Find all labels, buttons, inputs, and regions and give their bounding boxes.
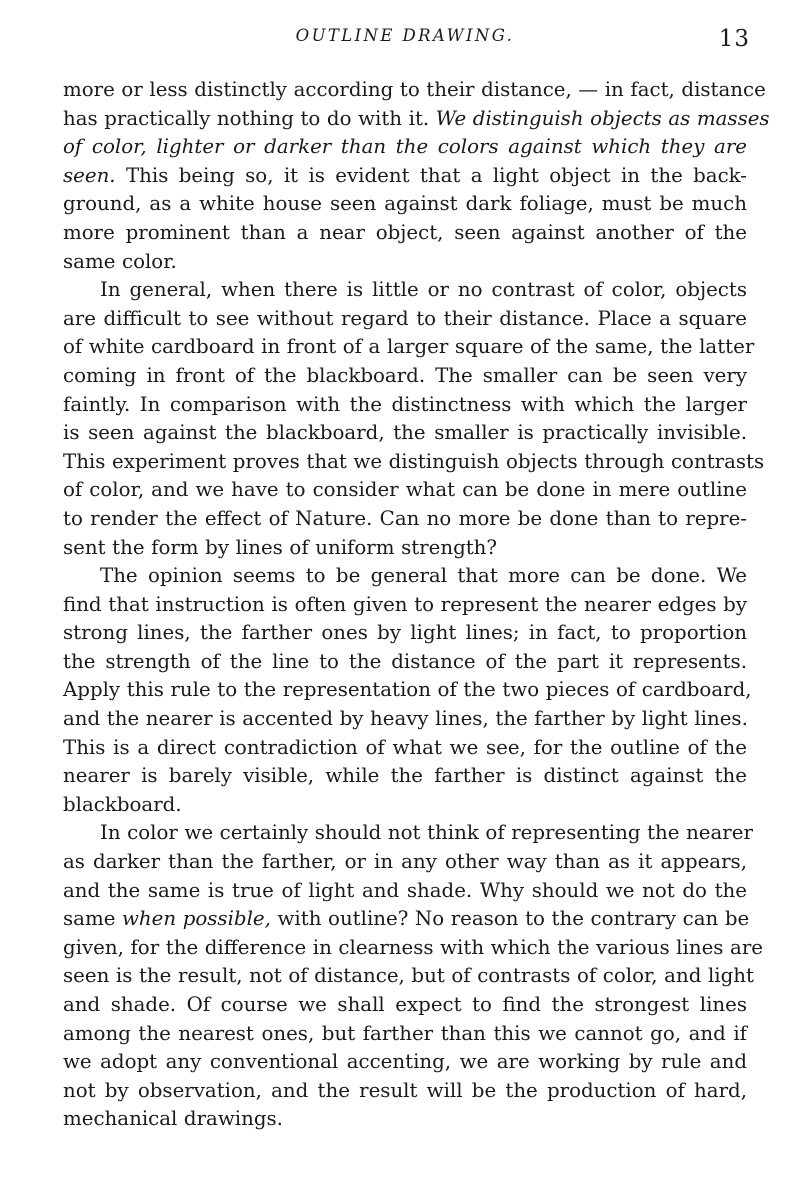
text-line — [63, 762, 747, 791]
text-run: among the nearest ones, but farther than this we cannot go, and if — [63, 1021, 747, 1045]
text-line — [63, 905, 750, 934]
text-line — [63, 848, 747, 877]
text-line — [63, 362, 747, 391]
text-run: of color, and we have to consider what can be done in mere outline — [63, 478, 747, 502]
text-run: This experiment proves that we distinguish objects through contrasts — [63, 449, 765, 473]
text-line — [63, 391, 747, 420]
italic-text: We distinguish objects as masses — [435, 106, 770, 130]
text-run: nearer is barely visible, while the farther is distinct against the — [63, 764, 747, 788]
text-run: given, for the difference in clearness with which the various lines are — [63, 935, 763, 959]
text-run: mechanical drawings. — [63, 1107, 283, 1131]
text-run: The opinion seems to be general that more can be done. We — [100, 564, 747, 588]
paragraph — [63, 76, 770, 276]
text-line — [63, 705, 747, 734]
italic-text: seen. — [63, 163, 116, 187]
text-line — [63, 648, 747, 677]
text-line — [63, 962, 754, 991]
running-title: OUTLINE DRAWING. — [295, 26, 515, 45]
text-run: In general, when there is little or no contrast of color, objects — [100, 278, 747, 302]
text-run: same — [63, 907, 122, 931]
text-line — [63, 248, 747, 277]
text-run: of white cardboard in front of a larger square of the same, the latter — [63, 335, 755, 359]
text-run: and shade. Of course we shall expect to find the strongest lines — [63, 993, 747, 1016]
text-line — [63, 133, 747, 162]
text-line — [63, 991, 747, 1020]
text-line — [63, 162, 747, 191]
text-line — [63, 476, 747, 505]
text-run: more or less distinctly according to their distance, — in fact, distance — [63, 78, 766, 101]
paragraph — [63, 276, 765, 562]
text-line — [63, 1020, 747, 1049]
text-line — [63, 676, 752, 705]
text-run: ground, as a white house seen against dark foliage, must be much — [63, 192, 747, 216]
text-line — [63, 76, 766, 105]
text-run: has practically nothing to do with it. — [63, 106, 436, 130]
text-run: with outline? No reason to the contrary can be — [270, 907, 750, 931]
text-line — [63, 1077, 747, 1106]
text-line — [63, 934, 763, 963]
text-line — [63, 190, 747, 219]
text-run: the strength of the line to the distance of the part it represents. — [63, 649, 747, 673]
text-line — [63, 619, 747, 648]
text-run: same color. — [63, 249, 177, 273]
text-line — [63, 734, 747, 763]
text-line — [63, 105, 770, 134]
text-run: In color we certainly should not think of representing the nearer — [100, 821, 753, 845]
text-run: This being so, it is evident that a light object in the back- — [115, 163, 747, 187]
italic-text: when possible, — [122, 907, 271, 931]
text-line — [63, 591, 747, 620]
text-run: find that instruction is often given to represent the nearer edges by — [63, 592, 747, 616]
text-line — [63, 333, 755, 362]
text-line — [63, 534, 747, 563]
text-run: not by observation, and the result will be the production of hard, — [63, 1078, 747, 1102]
text-run: we adopt any conventional accenting, we are working by rule and — [63, 1050, 747, 1074]
text-run: Apply this rule to the representation of the two pieces of cardboard, — [63, 678, 752, 702]
paragraph — [63, 819, 763, 1134]
text-run: and the nearer is accented by heavy lines, the farther by light lines. — [63, 707, 748, 731]
text-line — [63, 819, 753, 848]
text-line — [63, 791, 747, 820]
page-number: 13 — [718, 26, 750, 52]
text-run: This is a direct contradiction of what we see, for the outline of the — [63, 735, 747, 759]
text-run: seen is the result, not of distance, but of contrasts of color, and light — [63, 964, 754, 988]
text-line — [63, 562, 747, 591]
text-run: is seen against the blackboard, the smaller is practically invisible. — [63, 421, 747, 445]
text-run: strong lines, the farther ones by light lines; in fact, to proportion — [63, 621, 747, 645]
text-line — [63, 276, 747, 305]
text-line — [63, 877, 747, 906]
text-run: to render the effect of Nature. Can no more be done than to repre- — [63, 506, 747, 530]
running-header — [64, 24, 750, 54]
text-run: faintly. In comparison with the distinctness with which the larger — [63, 392, 747, 416]
text-run: more prominent than a near object, seen against another of the — [63, 220, 747, 244]
text-line — [63, 1048, 747, 1077]
text-line — [63, 448, 765, 477]
text-line — [63, 219, 747, 248]
italic-text: of color, lighter or darker than the colors against which they are — [63, 135, 747, 159]
body-text — [63, 76, 770, 1134]
text-run: coming in front of the blackboard. The smaller can be seen very — [63, 363, 747, 387]
paragraph — [63, 562, 752, 819]
text-line — [63, 1105, 747, 1134]
text-run: as darker than the farther, or in any other way than as it appears, — [63, 850, 747, 874]
text-line — [63, 419, 747, 448]
text-line — [63, 305, 747, 334]
text-run: sent the form by lines of uniform strength? — [63, 535, 498, 559]
text-run: blackboard. — [63, 792, 182, 816]
text-line — [63, 505, 747, 534]
text-run: and the same is true of light and shade. Why should we not do the — [63, 878, 747, 902]
text-run: are difficult to see without regard to their distance. Place a square — [63, 306, 747, 330]
